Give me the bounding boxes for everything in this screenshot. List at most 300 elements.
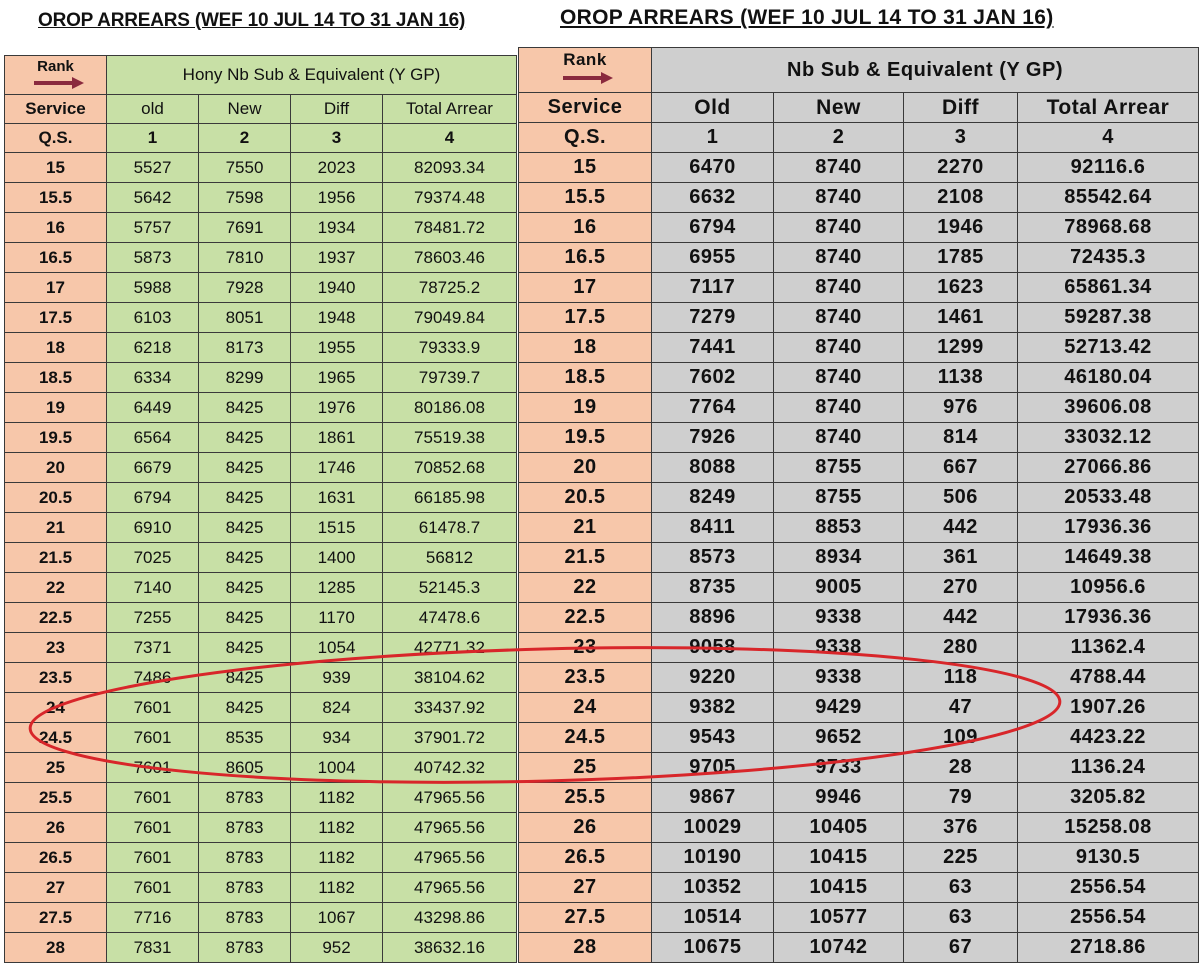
table-row	[519, 363, 1199, 393]
table-row	[5, 543, 517, 573]
service-years-cell: 23	[5, 633, 107, 663]
total-arrear-cell: 47965.56	[383, 813, 517, 843]
table-row	[5, 753, 517, 783]
new-pension-cell: 8051	[199, 303, 291, 333]
total-arrear-cell: 4423.22	[1018, 723, 1199, 753]
table-row	[5, 393, 517, 423]
diff-cell: 1054	[291, 633, 383, 663]
rank-label: Rank	[37, 58, 74, 75]
old-pension-cell: 6218	[107, 333, 199, 363]
old-pension-cell: 5757	[107, 213, 199, 243]
old-pension-cell: 7441	[652, 333, 774, 363]
table-row	[519, 633, 1199, 663]
old-pension-cell: 7601	[107, 753, 199, 783]
service-years-cell: 21	[5, 513, 107, 543]
old-pension-cell: 7602	[652, 363, 774, 393]
service-years-cell: 25.5	[519, 783, 652, 813]
diff-cell: 1461	[904, 303, 1018, 333]
total-arrear-cell: 78725.2	[383, 273, 517, 303]
diff-cell: 1937	[291, 243, 383, 273]
column-header-old: old	[107, 95, 199, 124]
total-arrear-cell: 39606.08	[1018, 393, 1199, 423]
old-pension-cell: 7831	[107, 933, 199, 963]
old-pension-cell: 5527	[107, 153, 199, 183]
new-pension-cell: 8425	[199, 633, 291, 663]
qs-label: Q.S.	[519, 123, 652, 153]
old-pension-cell: 10190	[652, 843, 774, 873]
total-arrear-cell: 2556.54	[1018, 873, 1199, 903]
service-years-cell: 20.5	[519, 483, 652, 513]
old-pension-cell: 10514	[652, 903, 774, 933]
total-arrear-cell: 9130.5	[1018, 843, 1199, 873]
service-years-cell: 23.5	[519, 663, 652, 693]
service-years-cell: 17.5	[519, 303, 652, 333]
service-years-cell: 18	[5, 333, 107, 363]
diff-cell: 442	[904, 513, 1018, 543]
diff-cell: 1940	[291, 273, 383, 303]
old-pension-cell: 9220	[652, 663, 774, 693]
new-pension-cell: 7691	[199, 213, 291, 243]
total-arrear-cell: 37901.72	[383, 723, 517, 753]
column-number: 2	[199, 124, 291, 153]
old-pension-cell: 8249	[652, 483, 774, 513]
old-pension-cell: 7601	[107, 693, 199, 723]
service-years-cell: 16	[519, 213, 652, 243]
service-years-cell: 18.5	[5, 363, 107, 393]
table-row	[5, 483, 517, 513]
service-years-cell: 28	[519, 933, 652, 963]
service-years-cell: 24.5	[519, 723, 652, 753]
right-arrow-icon	[26, 77, 86, 89]
new-pension-cell: 8740	[774, 363, 904, 393]
diff-cell: 1182	[291, 813, 383, 843]
diff-cell: 47	[904, 693, 1018, 723]
new-pension-cell: 10405	[774, 813, 904, 843]
old-pension-cell: 7140	[107, 573, 199, 603]
service-years-cell: 21.5	[519, 543, 652, 573]
new-pension-cell: 8740	[774, 273, 904, 303]
column-number: 4	[1018, 123, 1199, 153]
total-arrear-cell: 65861.34	[1018, 273, 1199, 303]
old-pension-cell: 7025	[107, 543, 199, 573]
new-pension-cell: 8425	[199, 573, 291, 603]
table-row	[5, 423, 517, 453]
diff-cell: 1182	[291, 843, 383, 873]
table-row	[519, 153, 1199, 183]
new-pension-cell: 8425	[199, 693, 291, 723]
table-row	[5, 243, 517, 273]
old-pension-cell: 10675	[652, 933, 774, 963]
old-pension-cell: 8411	[652, 513, 774, 543]
total-arrear-cell: 78481.72	[383, 213, 517, 243]
old-pension-cell: 7255	[107, 603, 199, 633]
new-pension-cell: 8783	[199, 783, 291, 813]
new-pension-cell: 10415	[774, 873, 904, 903]
old-pension-cell: 8735	[652, 573, 774, 603]
total-arrear-cell: 82093.34	[383, 153, 517, 183]
total-arrear-cell: 43298.86	[383, 903, 517, 933]
diff-cell: 814	[904, 423, 1018, 453]
total-arrear-cell: 2556.54	[1018, 903, 1199, 933]
diff-cell: 118	[904, 663, 1018, 693]
service-years-cell: 17	[5, 273, 107, 303]
total-arrear-cell: 15258.08	[1018, 813, 1199, 843]
service-years-cell: 27.5	[519, 903, 652, 933]
old-pension-cell: 8088	[652, 453, 774, 483]
service-years-cell: 22	[5, 573, 107, 603]
table-row	[519, 393, 1199, 423]
table-row	[519, 183, 1199, 213]
service-years-cell: 19.5	[519, 423, 652, 453]
diff-cell: 1948	[291, 303, 383, 333]
new-pension-cell: 7810	[199, 243, 291, 273]
new-pension-cell: 8740	[774, 153, 904, 183]
left-table-title: OROP ARREARS (WEF 10 JUL 14 TO 31 JAN 16)	[38, 10, 466, 31]
service-years-cell: 24.5	[5, 723, 107, 753]
table-row	[519, 903, 1199, 933]
old-pension-cell: 5873	[107, 243, 199, 273]
new-pension-cell: 8425	[199, 423, 291, 453]
old-pension-cell: 9543	[652, 723, 774, 753]
table-row	[5, 603, 517, 633]
new-pension-cell: 9652	[774, 723, 904, 753]
total-arrear-cell: 2718.86	[1018, 933, 1199, 963]
diff-cell: 270	[904, 573, 1018, 603]
service-years-cell: 23.5	[5, 663, 107, 693]
old-pension-cell: 7601	[107, 843, 199, 873]
service-years-cell: 18.5	[519, 363, 652, 393]
table-row	[5, 933, 517, 963]
total-arrear-cell: 66185.98	[383, 483, 517, 513]
old-pension-cell: 8896	[652, 603, 774, 633]
table-row	[519, 513, 1199, 543]
new-pension-cell: 8783	[199, 813, 291, 843]
total-arrear-cell: 20533.48	[1018, 483, 1199, 513]
new-pension-cell: 8755	[774, 453, 904, 483]
total-arrear-cell: 4788.44	[1018, 663, 1199, 693]
diff-cell: 280	[904, 633, 1018, 663]
total-arrear-cell: 85542.64	[1018, 183, 1199, 213]
table-row	[5, 693, 517, 723]
diff-cell: 1976	[291, 393, 383, 423]
column-header-total-arrear: Total Arrear	[1018, 93, 1199, 123]
table-row	[519, 423, 1199, 453]
table-row	[519, 453, 1199, 483]
total-arrear-cell: 46180.04	[1018, 363, 1199, 393]
new-pension-cell: 8853	[774, 513, 904, 543]
total-arrear-cell: 75519.38	[383, 423, 517, 453]
new-pension-cell: 7550	[199, 153, 291, 183]
new-pension-cell: 8605	[199, 753, 291, 783]
diff-cell: 2108	[904, 183, 1018, 213]
table-row	[5, 723, 517, 753]
new-pension-cell: 9338	[774, 663, 904, 693]
total-arrear-cell: 27066.86	[1018, 453, 1199, 483]
diff-cell: 2270	[904, 153, 1018, 183]
new-pension-cell: 8425	[199, 453, 291, 483]
new-pension-cell: 8783	[199, 873, 291, 903]
new-pension-cell: 8740	[774, 183, 904, 213]
total-arrear-cell: 42771.32	[383, 633, 517, 663]
table-row	[519, 303, 1199, 333]
total-arrear-cell: 72435.3	[1018, 243, 1199, 273]
column-number: 3	[291, 124, 383, 153]
column-header-total-arrear: Total Arrear	[383, 95, 517, 124]
total-arrear-cell: 11362.4	[1018, 633, 1199, 663]
column-number: 2	[774, 123, 904, 153]
service-years-cell: 27.5	[5, 903, 107, 933]
service-years-cell: 19	[5, 393, 107, 423]
diff-cell: 67	[904, 933, 1018, 963]
service-years-cell: 17	[519, 273, 652, 303]
table-row	[5, 513, 517, 543]
rank-group-header: Hony Nb Sub & Equivalent (Y GP)	[107, 56, 517, 95]
service-years-cell: 15	[519, 153, 652, 183]
old-pension-cell: 6794	[107, 483, 199, 513]
old-pension-cell: 9058	[652, 633, 774, 663]
old-pension-cell: 6955	[652, 243, 774, 273]
rank-group-header: Nb Sub & Equivalent (Y GP)	[652, 48, 1199, 93]
service-years-cell: 22.5	[519, 603, 652, 633]
old-pension-cell: 8573	[652, 543, 774, 573]
table-row	[519, 663, 1199, 693]
column-header-diff: Diff	[291, 95, 383, 124]
old-pension-cell: 7601	[107, 723, 199, 753]
column-header-diff: Diff	[904, 93, 1018, 123]
service-years-cell: 25	[5, 753, 107, 783]
service-years-cell: 21	[519, 513, 652, 543]
hony-nb-sub-arrears-table	[4, 55, 517, 963]
new-pension-cell: 8425	[199, 603, 291, 633]
service-years-cell: 24	[5, 693, 107, 723]
diff-cell: 506	[904, 483, 1018, 513]
service-years-cell: 26.5	[5, 843, 107, 873]
service-years-cell: 27	[5, 873, 107, 903]
table-row	[5, 783, 517, 813]
table-row	[519, 243, 1199, 273]
new-pension-cell: 9429	[774, 693, 904, 723]
total-arrear-cell: 47478.6	[383, 603, 517, 633]
new-pension-cell: 9005	[774, 573, 904, 603]
diff-cell: 1631	[291, 483, 383, 513]
service-years-cell: 16	[5, 213, 107, 243]
diff-cell: 667	[904, 453, 1018, 483]
old-pension-cell: 10352	[652, 873, 774, 903]
table-row	[5, 213, 517, 243]
diff-cell: 28	[904, 753, 1018, 783]
table-row	[5, 843, 517, 873]
old-pension-cell: 7601	[107, 873, 199, 903]
old-pension-cell: 9382	[652, 693, 774, 723]
old-pension-cell: 6564	[107, 423, 199, 453]
table-row	[5, 333, 517, 363]
table-row	[519, 813, 1199, 843]
service-years-cell: 25.5	[5, 783, 107, 813]
total-arrear-cell: 79049.84	[383, 303, 517, 333]
service-years-cell: 22	[519, 573, 652, 603]
service-years-cell: 28	[5, 933, 107, 963]
new-pension-cell: 8535	[199, 723, 291, 753]
new-pension-cell: 9733	[774, 753, 904, 783]
right-table-title: OROP ARREARS (WEF 10 JUL 14 TO 31 JAN 16)	[560, 6, 1054, 29]
old-pension-cell: 7601	[107, 813, 199, 843]
new-pension-cell: 8783	[199, 933, 291, 963]
diff-cell: 1623	[904, 273, 1018, 303]
service-years-cell: 15.5	[519, 183, 652, 213]
old-pension-cell: 6449	[107, 393, 199, 423]
old-pension-cell: 7601	[107, 783, 199, 813]
diff-cell: 1861	[291, 423, 383, 453]
new-pension-cell: 7928	[199, 273, 291, 303]
total-arrear-cell: 80186.08	[383, 393, 517, 423]
total-arrear-cell: 17936.36	[1018, 603, 1199, 633]
diff-cell: 1400	[291, 543, 383, 573]
service-years-cell: 23	[519, 633, 652, 663]
rank-label: Rank	[563, 50, 607, 69]
old-pension-cell: 6334	[107, 363, 199, 393]
total-arrear-cell: 79374.48	[383, 183, 517, 213]
service-years-cell: 24	[519, 693, 652, 723]
old-pension-cell: 9867	[652, 783, 774, 813]
new-pension-cell: 7598	[199, 183, 291, 213]
diff-cell: 63	[904, 873, 1018, 903]
service-years-cell: 16.5	[5, 243, 107, 273]
service-years-cell: 19.5	[5, 423, 107, 453]
table-row	[519, 873, 1199, 903]
diff-cell: 1182	[291, 783, 383, 813]
total-arrear-cell: 78968.68	[1018, 213, 1199, 243]
diff-cell: 1946	[904, 213, 1018, 243]
old-pension-cell: 5642	[107, 183, 199, 213]
new-pension-cell: 8934	[774, 543, 904, 573]
new-pension-cell: 8425	[199, 513, 291, 543]
table-row	[519, 483, 1199, 513]
new-pension-cell: 9338	[774, 633, 904, 663]
new-pension-cell: 8740	[774, 303, 904, 333]
new-pension-cell: 8425	[199, 543, 291, 573]
total-arrear-cell: 38104.62	[383, 663, 517, 693]
new-pension-cell: 8740	[774, 333, 904, 363]
service-years-cell: 18	[519, 333, 652, 363]
table-row	[519, 213, 1199, 243]
total-arrear-cell: 52145.3	[383, 573, 517, 603]
diff-cell: 952	[291, 933, 383, 963]
new-pension-cell: 8425	[199, 663, 291, 693]
table-row	[519, 723, 1199, 753]
total-arrear-cell: 61478.7	[383, 513, 517, 543]
new-pension-cell: 8173	[199, 333, 291, 363]
table-row	[519, 333, 1199, 363]
column-header-old: Old	[652, 93, 774, 123]
service-years-cell: 26	[5, 813, 107, 843]
new-pension-cell: 8740	[774, 213, 904, 243]
service-years-cell: 15.5	[5, 183, 107, 213]
diff-cell: 1965	[291, 363, 383, 393]
diff-cell: 939	[291, 663, 383, 693]
diff-cell: 1067	[291, 903, 383, 933]
old-pension-cell: 7279	[652, 303, 774, 333]
diff-cell: 2023	[291, 153, 383, 183]
total-arrear-cell: 52713.42	[1018, 333, 1199, 363]
diff-cell: 1746	[291, 453, 383, 483]
diff-cell: 442	[904, 603, 1018, 633]
column-number: 3	[904, 123, 1018, 153]
table-row	[519, 543, 1199, 573]
table-row	[5, 903, 517, 933]
total-arrear-cell: 1907.26	[1018, 693, 1199, 723]
new-pension-cell: 8783	[199, 843, 291, 873]
new-pension-cell: 8425	[199, 393, 291, 423]
diff-cell: 376	[904, 813, 1018, 843]
service-years-cell: 25	[519, 753, 652, 783]
total-arrear-cell: 38632.16	[383, 933, 517, 963]
service-years-cell: 21.5	[5, 543, 107, 573]
table-body	[519, 153, 1199, 963]
total-arrear-cell: 3205.82	[1018, 783, 1199, 813]
table-row	[519, 843, 1199, 873]
old-pension-cell: 6470	[652, 153, 774, 183]
service-years-cell: 26.5	[519, 843, 652, 873]
new-pension-cell: 10742	[774, 933, 904, 963]
table-row	[519, 753, 1199, 783]
total-arrear-cell: 79739.7	[383, 363, 517, 393]
new-pension-cell: 8740	[774, 243, 904, 273]
total-arrear-cell: 56812	[383, 543, 517, 573]
table-row	[519, 693, 1199, 723]
new-pension-cell: 8425	[199, 483, 291, 513]
total-arrear-cell: 14649.38	[1018, 543, 1199, 573]
table-row	[5, 183, 517, 213]
rank-header-cell	[519, 48, 652, 93]
total-arrear-cell: 47965.56	[383, 843, 517, 873]
old-pension-cell: 6910	[107, 513, 199, 543]
column-number: 4	[383, 124, 517, 153]
table-row	[5, 303, 517, 333]
diff-cell: 976	[904, 393, 1018, 423]
table-row	[5, 453, 517, 483]
diff-cell: 1956	[291, 183, 383, 213]
table-row	[519, 933, 1199, 963]
diff-cell: 1299	[904, 333, 1018, 363]
total-arrear-cell: 40742.32	[383, 753, 517, 783]
table-row	[5, 153, 517, 183]
old-pension-cell: 6103	[107, 303, 199, 333]
table-row	[5, 873, 517, 903]
old-pension-cell: 10029	[652, 813, 774, 843]
rank-header-cell	[5, 56, 107, 95]
diff-cell: 1515	[291, 513, 383, 543]
service-years-cell: 15	[5, 153, 107, 183]
new-pension-cell: 8740	[774, 393, 904, 423]
old-pension-cell: 5988	[107, 273, 199, 303]
diff-cell: 1285	[291, 573, 383, 603]
diff-cell: 361	[904, 543, 1018, 573]
old-pension-cell: 7117	[652, 273, 774, 303]
diff-cell: 934	[291, 723, 383, 753]
table-row	[5, 363, 517, 393]
total-arrear-cell: 33032.12	[1018, 423, 1199, 453]
total-arrear-cell: 10956.6	[1018, 573, 1199, 603]
total-arrear-cell: 92116.6	[1018, 153, 1199, 183]
column-number: 1	[652, 123, 774, 153]
diff-cell: 1955	[291, 333, 383, 363]
total-arrear-cell: 1136.24	[1018, 753, 1199, 783]
service-years-cell: 17.5	[5, 303, 107, 333]
service-label: Service	[5, 95, 107, 124]
table-row	[519, 783, 1199, 813]
diff-cell: 63	[904, 903, 1018, 933]
table-row	[519, 273, 1199, 303]
